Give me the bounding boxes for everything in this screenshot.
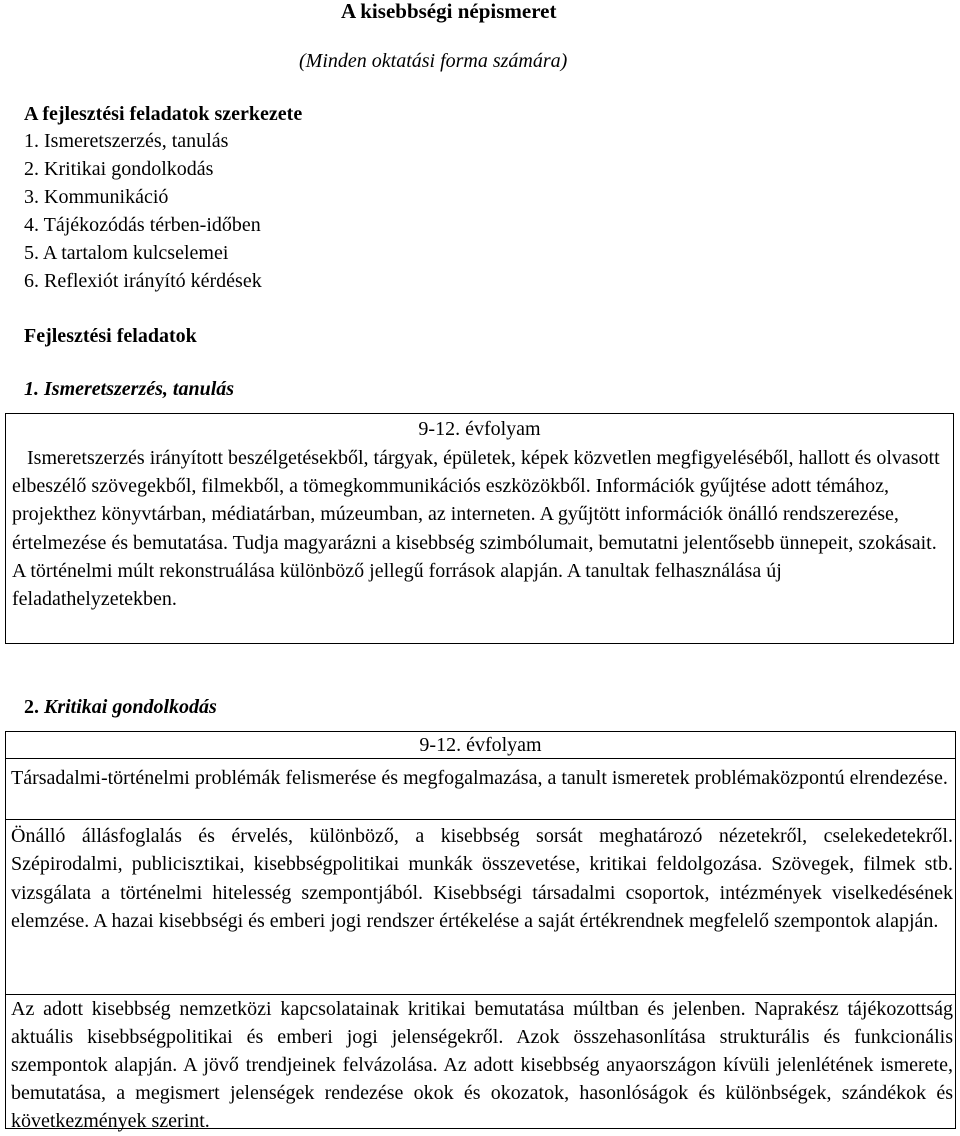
table-row (6, 819, 955, 994)
section1-number: 1. (24, 378, 39, 400)
table-cell-text: Az adott kisebbség nemzetközi kapcsolatainak kritikai bemutatása múltban és jelenben. Naprakész tájékozottság aktuális kisebbségpolitikai és emberi jogi jelenségekről. Azok összehasonlítása strukturális és funkcionális szempontok alapján. A jövő trendjeinek felvázolása. Az adott kisebbség anyaországon kívüli jelenlétének ismerete, bemutatása, a megismert jelenségek rendezése okok és okozatok, hasonlóságok és különbségek, szándékok és következmények szerint. (11, 998, 953, 1132)
table-row (6, 994, 955, 1132)
section1-text: Ismeretszerzés irányított beszélgetésekből, tárgyak, épületek, képek közvetlen megfigyeléséből, hallott és olvasott elbeszélő szövegekből, filmekből, a tömegkommunikációs eszközökből. Információk gyűjtése adott témához, projekthez könyvtárban, médiatárban, múzeumban, az interneten. A gyűjtött információk önálló rendszerezése, értelmezése és bemutatása. Tudja magyarázni a kisebbség szimbólumait, bemutatni jelentősebb ünnepeit, szokásait. A történelmi múlt rekonstruálása különböző jellegű források alapján. A tanultak felhasználása új feladathelyzetekben. (12, 447, 940, 611)
structure-list-item: 4. Tájékozódás térben-időben (24, 214, 261, 236)
section2-heading (24, 693, 217, 721)
table-cell-text: Társadalmi-történelmi problémák felismerése és megfogalmazása, a tanult ismeretek problémaközpontú elrendezése. (11, 767, 948, 789)
structure-list-item: 6. Reflexiót irányító kérdések (24, 270, 262, 292)
section1-heading (24, 375, 234, 403)
document-subtitle: (Minden oktatási forma számára) (299, 50, 568, 72)
section2-grade: 9-12. évfolyam (6, 731, 955, 759)
section2-title: Kritikai gondolkodás (44, 696, 217, 718)
section1-box (5, 413, 954, 644)
section1-grade: 9-12. évfolyam (418, 418, 541, 440)
structure-list-item: 5. A tartalom kulcselemei (24, 242, 229, 264)
document-title: A kisebbségi népismeret (341, 0, 557, 23)
structure-list-item: 1. Ismeretszerzés, tanulás (24, 130, 229, 152)
structure-heading: A fejlesztési feladatok szerkezete (24, 103, 303, 125)
table-row (6, 764, 955, 819)
structure-list-item: 2. Kritikai gondolkodás (24, 158, 214, 180)
table-cell-text: Önálló állásfoglalás és érvelés, különböző, a kisebbség sorsát meghatározó nézetekről, cselekedetekről. Szépirodalmi, publicisztikai, kisebbségpolitikai munkák összevetése, kritikai feldolgozása. Szövegek, filmek stb. vizsgálata a történelmi hitelesség szempontjából. Kisebbségi társadalmi csoportok, intézmények viselkedésének elemzése. A hazai kisebbségi és emberi jogi rendszer értékelése a saját értékrendnek megfelelő szempontok alapján. (11, 825, 953, 933)
section2-table (5, 731, 956, 1132)
tasks-heading: Fejlesztési feladatok (24, 325, 197, 347)
section2-number: 2. (24, 696, 39, 718)
section1-title: Ismeretszerzés, tanulás (44, 378, 235, 400)
structure-list-item: 3. Kommunikáció (24, 186, 169, 208)
